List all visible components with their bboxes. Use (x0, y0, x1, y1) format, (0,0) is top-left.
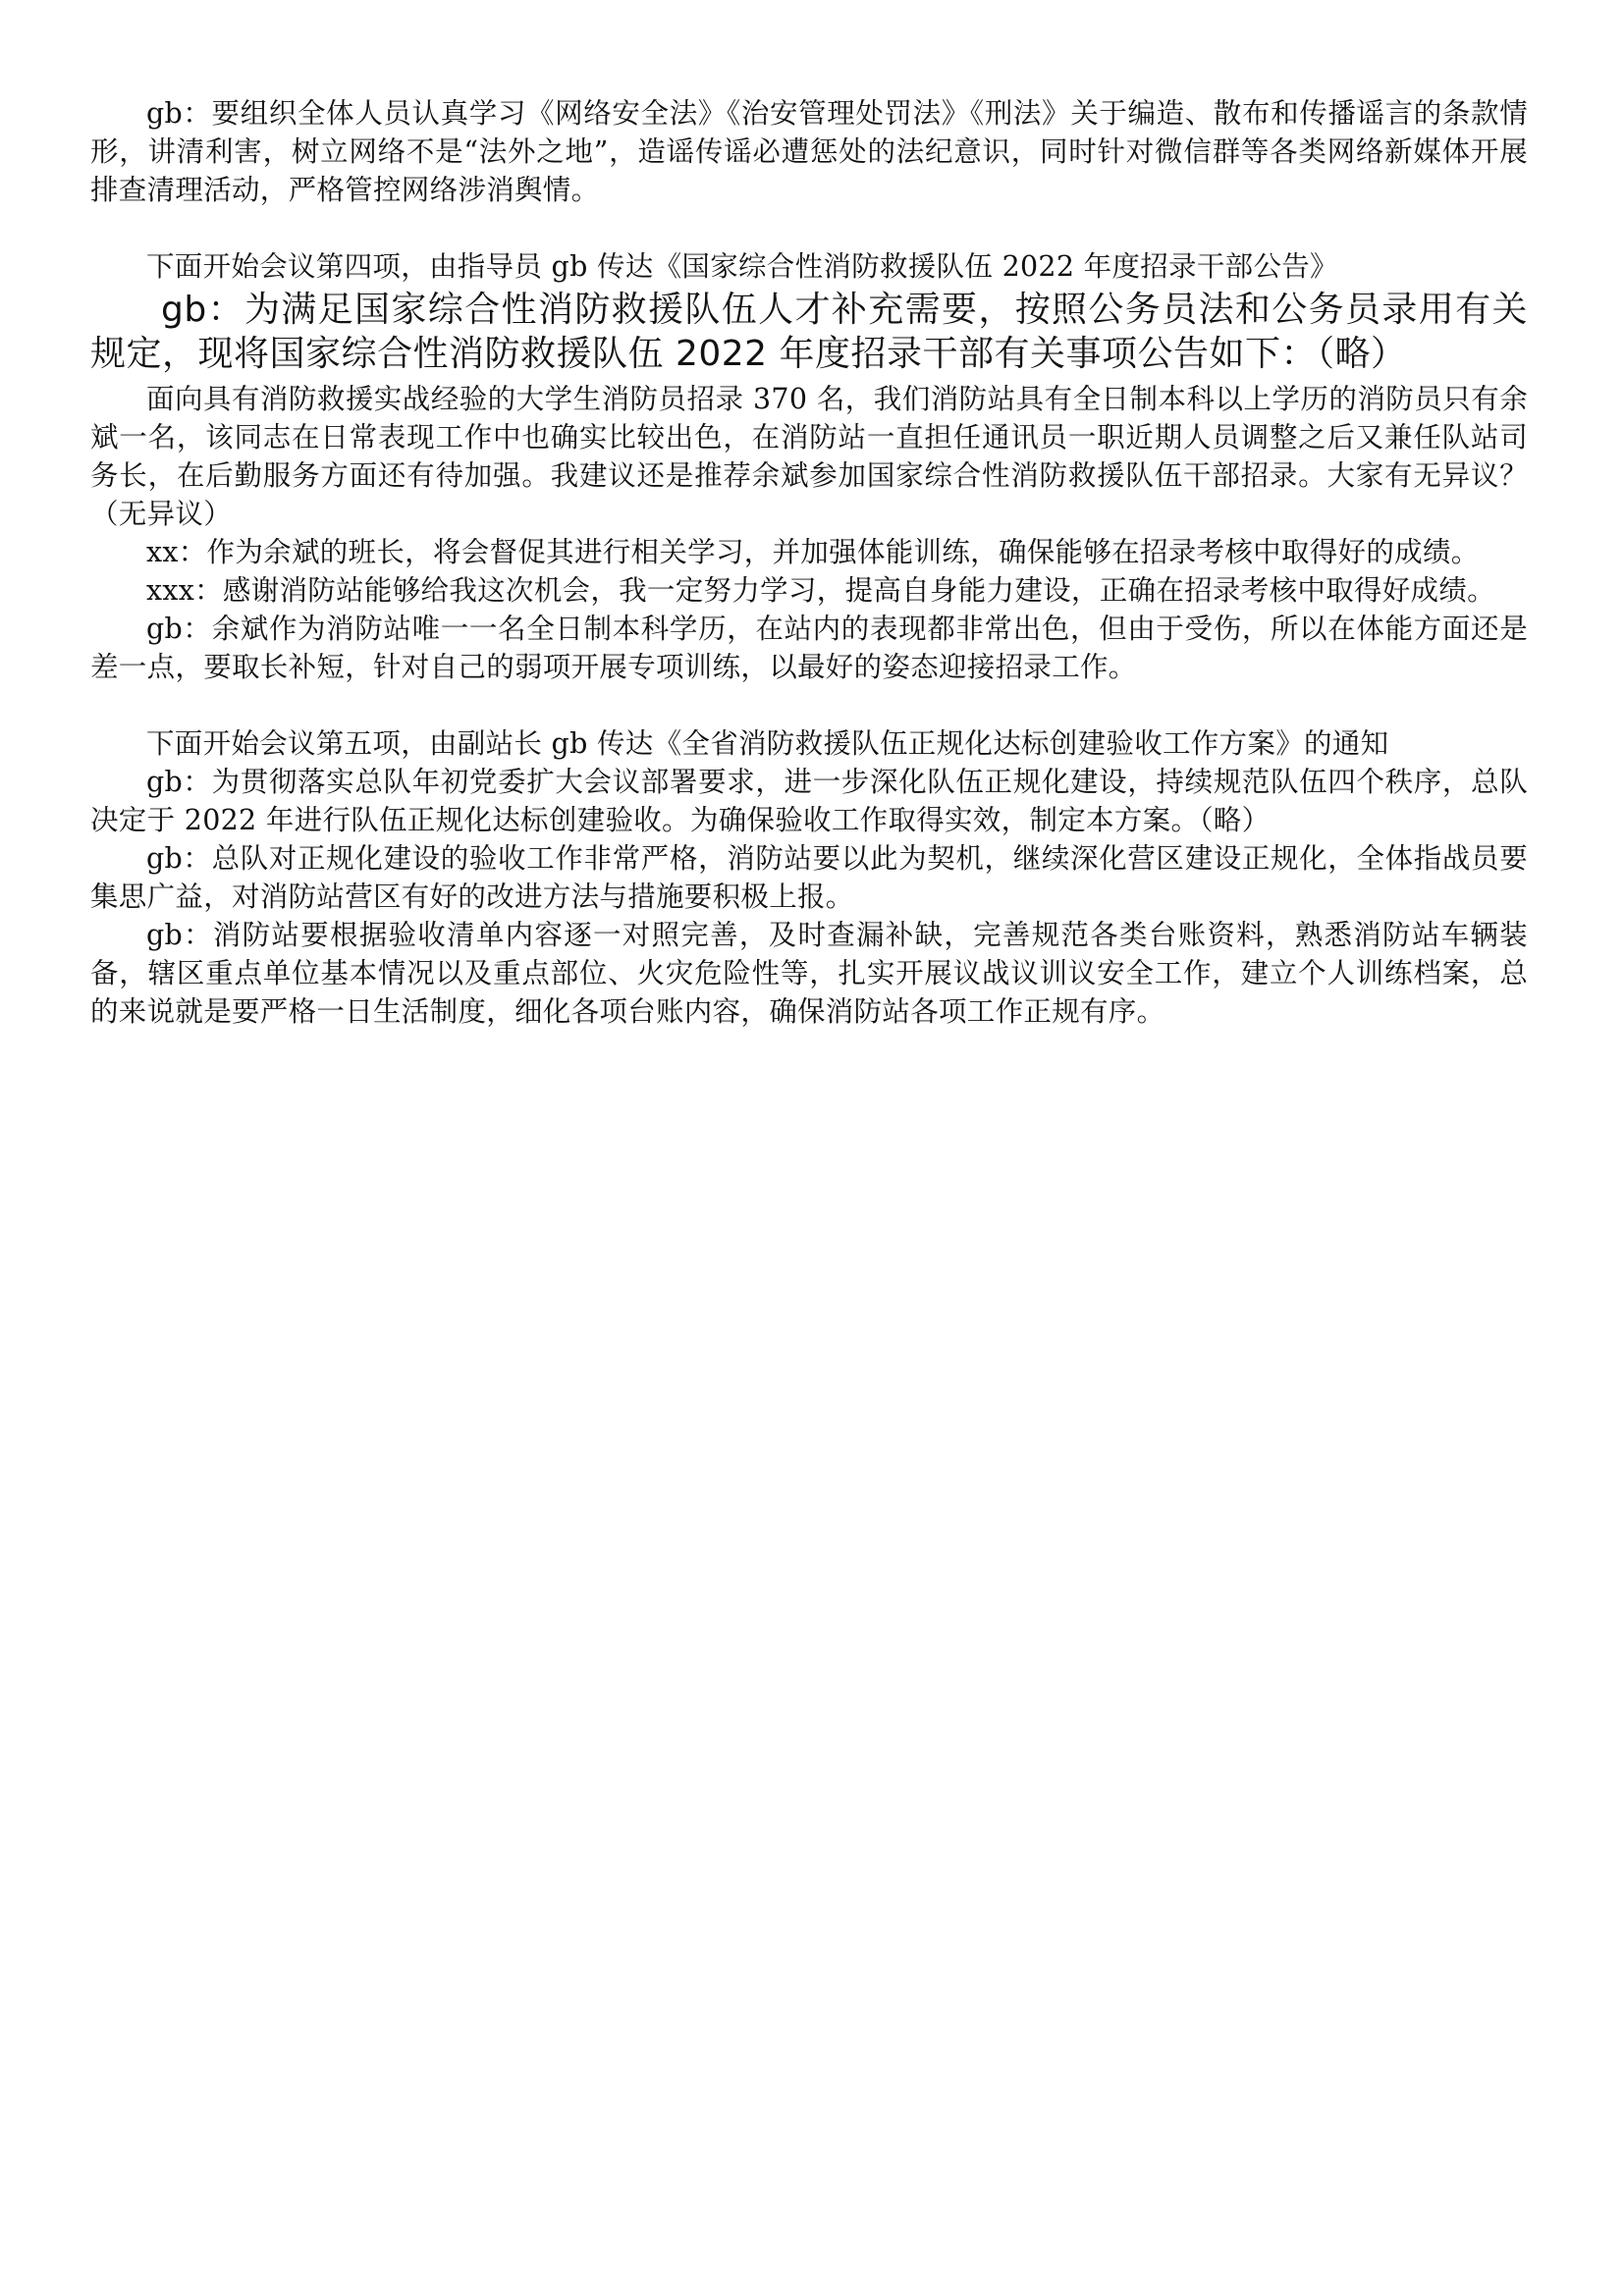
paragraph-acceptance-plan: gb：为贯彻落实总队年初党委扩大会议部署要求，进一步深化队伍正规化建设，持续规范队伍四个秩序，总队决定于 2022 年进行队伍正规化达标创建验收。为确保验收工作取得实效，制定本方案。（略） (90, 766, 1528, 836)
paragraph-acceptance-requirements: gb：总队对正规化建设的验收工作非常严格，消防站要以此为契机，继续深化营区建设正规化，全体指战员要集思广益，对消防站营区有好的改进方法与措施要积极上报。 (90, 842, 1528, 913)
paragraph-agenda-item-five: 下面开始会议第五项，由副站长 gb 传达《全省消防救援队伍正规化达标创建验收工作方案》的通知 (146, 727, 1389, 760)
paragraph-instructor-summary: gb：余斌作为消防站唯一一名全日制本科学历，在站内的表现都非常出色，但由于受伤，所以在体能方面还是差一点，要取长补短，针对自己的弱项开展专项训练，以最好的姿态迎接招录工作。 (90, 613, 1528, 683)
paragraph-agenda-item-four: 下面开始会议第四项，由指导员 gb 传达《国家综合性消防救援队伍 2022 年度招录干部公告》 (146, 250, 1338, 283)
document-page (90, 94, 1528, 1031)
paragraph-recruitment-recommendation: 面向具有消防救援实战经验的大学生消防员招录 370 名，我们消防站具有全日制本科以上学历的消防员只有余斌一名，该同志在日常表现工作中也确实比较出色，在消防站一直担任通讯员一职近期人员调整之后又兼任队站司务长，在后勤服务方面还有待加强。我建议还是推荐余斌参加国家综合性消防救援队伍干部招录。大家有无异议？（无异议） (90, 383, 1528, 530)
paragraph-squad-leader-statement: xx：作为余斌的班长，将会督促其进行相关学习，并加强体能训练，确保能够在招录考核中取得好的成绩。 (146, 536, 1480, 568)
paragraph-recruitment-announcement: gb：为满足国家综合性消防救援队伍人才补充需要，按照公务员法和公务员录用有关规定，现将国家综合性消防救援队伍 2022 年度招录干部有关事项公告如下：（略） (90, 290, 1528, 374)
paragraph-candidate-statement: xxx：感谢消防站能够给我这次机会，我一定努力学习，提高自身能力建设，正确在招录考核中取得好成绩。 (146, 574, 1495, 607)
paragraph-network-rumor-study: gb：要组织全体人员认真学习《网络安全法》《治安管理处罚法》《刑法》关于编造、散布和传播谣言的条款情形，讲清利害，树立网络不是“法外之地”，造谣传谣必遭惩处的法纪意识，同时针对微信群等各类网络新媒体开展排查清理活动，严格管控网络涉消舆情。 (90, 97, 1528, 206)
paragraph-station-tasks: gb：消防站要根据验收清单内容逐一对照完善，及时查漏补缺，完善规范各类台账资料，熟悉消防站车辆装备，辖区重点单位基本情况以及重点部位、火灾危险性等，扎实开展议战议训议安全工作，建立个人训练档案，总的来说就是要严格一日生活制度，细化各项台账内容，确保消防站各项工作正规有序。 (90, 919, 1528, 1028)
